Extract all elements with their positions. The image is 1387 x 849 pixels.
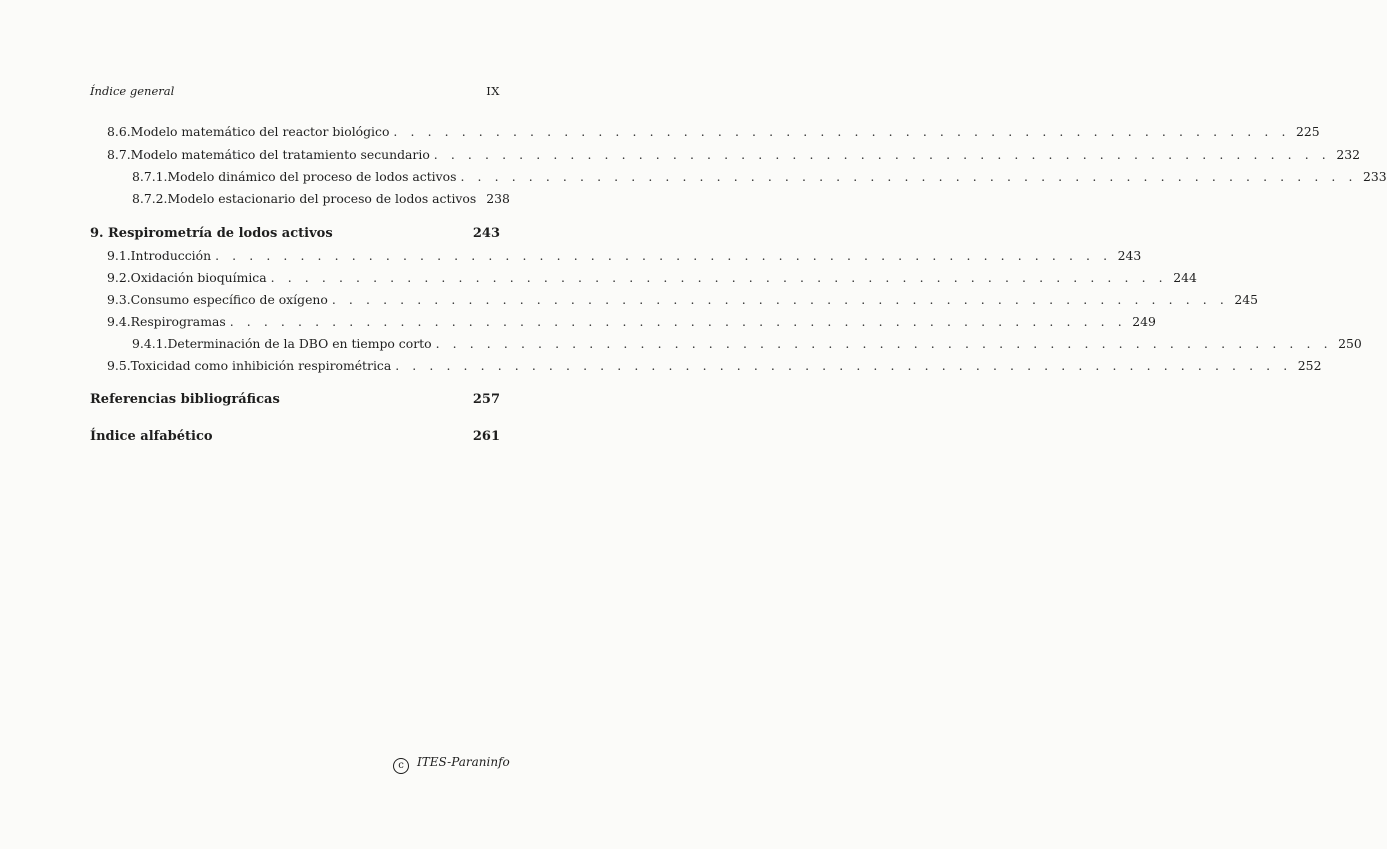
chapter-title: Respirometría de lodos activos [108,226,333,241]
section-page: 232 [1336,147,1360,162]
toc-entry-9-1[interactable] [107,248,1142,264]
section-page: 249 [1132,314,1156,329]
page-footer [393,755,510,775]
section-page: 243 [1117,248,1142,263]
section-title: Toxicidad como inhibición respirométrica [130,358,392,373]
toc-entry-8-7[interactable] [107,147,1360,163]
copyright-icon: c [393,758,409,774]
toc-entry-9-3[interactable] [107,292,1259,308]
references-page: 257 [472,392,500,407]
index-title: Índice alfabético [90,429,213,444]
section-title: Introducción [130,248,212,263]
subsection-page: 250 [1338,336,1362,351]
subsection-page: 238 [486,191,510,206]
section-title: Oxidación bioquímica [130,270,267,285]
toc-entry-8-6[interactable] [107,124,1320,140]
section-page: 245 [1234,292,1259,307]
subsection-number: 8.7.2. [132,191,168,206]
page-number: IX [486,84,500,98]
subsection-page: 233 [1363,169,1387,184]
section-number: 8.6. [107,124,131,139]
toc-entry-9-4-1[interactable] [132,336,1362,352]
toc-entry-8-7-1[interactable] [132,169,1387,185]
section-title: Modelo matemático del reactor biológico [130,124,390,139]
toc-entry-8-7-2[interactable] [132,191,510,207]
section-page: 225 [1295,124,1320,139]
toc-references[interactable] [90,392,500,408]
dot-leader: . . . . . . . . . . . . . . . . . . . . . . . . . . . . . . . . . . . . . . . . . . . . . . . . . . . . . [215,248,1112,263]
chapter-page: 243 [472,226,500,241]
section-title: Respirogramas [130,314,226,329]
section-page: 244 [1173,270,1197,285]
subsection-title: Modelo dinámico del proceso de lodos activos [167,169,457,184]
dot-leader: . . . . . . . . . . . . . . . . . . . . . . . . . . . . . . . . . . . . . . . . . . . . . . . . . . . . . [435,336,1333,351]
dot-leader: . . . . . . . . . . . . . . . . . . . . . . . . . . . . . . . . . . . . . . . . . . . . . . . . . . . . . [270,270,1168,285]
section-number: 9.2. [107,270,131,285]
subsection-title: Modelo estacionario del proceso de lodos activos [167,191,477,206]
section-title: Consumo específico de oxígeno [130,292,328,307]
section-number: 8.7. [107,147,131,162]
subsection-title: Determinación de la DBO en tiempo corto [167,336,432,351]
section-number: 9.1. [107,248,131,263]
section-number: 9.3. [107,292,131,307]
running-header [90,84,500,102]
toc-entry-9-2[interactable] [107,270,1197,286]
dot-leader: . . . . . . . . . . . . . . . . . . . . . . . . . . . . . . . . . . . . . . . . . . . . . . . . . . . . . [395,358,1292,373]
dot-leader: . . . . . . . . . . . . . . . . . . . . . . . . . . . . . . . . . . . . . . . . . . . . . . . . . . . . . [393,124,1290,139]
dot-leader: . . . . . . . . . . . . . . . . . . . . . . . . . . . . . . . . . . . . . . . . . . . . . . . . . . . . . [229,314,1127,329]
publisher-name: ITES-Paraninfo [417,755,510,769]
section-number: 9.4. [107,314,131,329]
section-title: Modelo matemático del tratamiento secundario [130,147,430,162]
dot-leader: . . . . . . . . . . . . . . . . . . . . . . . . . . . . . . . . . . . . . . . . . . . . . . . . . . . . . [433,147,1331,162]
toc-alphabetical-index[interactable] [90,429,500,445]
toc-chapter-9[interactable] [90,226,500,242]
dot-leader: . . . . . . . . . . . . . . . . . . . . . . . . . . . . . . . . . . . . . . . . . . . . . . . . . . . . . [331,292,1229,307]
section-page: 252 [1297,358,1322,373]
toc-entry-9-4[interactable] [107,314,1156,330]
running-title: Índice general [90,84,175,98]
subsection-number: 9.4.1. [132,336,168,351]
chapter-number: 9. [90,226,104,241]
toc-entry-9-5[interactable] [107,358,1322,374]
subsection-number: 8.7.1. [132,169,168,184]
section-number: 9.5. [107,358,131,373]
references-title: Referencias bibliográficas [90,392,280,407]
dot-leader: . . . . . . . . . . . . . . . . . . . . . . . . . . . . . . . . . . . . . . . . . . . . . . . . . . . . . [460,169,1358,184]
index-page: 261 [472,429,500,444]
